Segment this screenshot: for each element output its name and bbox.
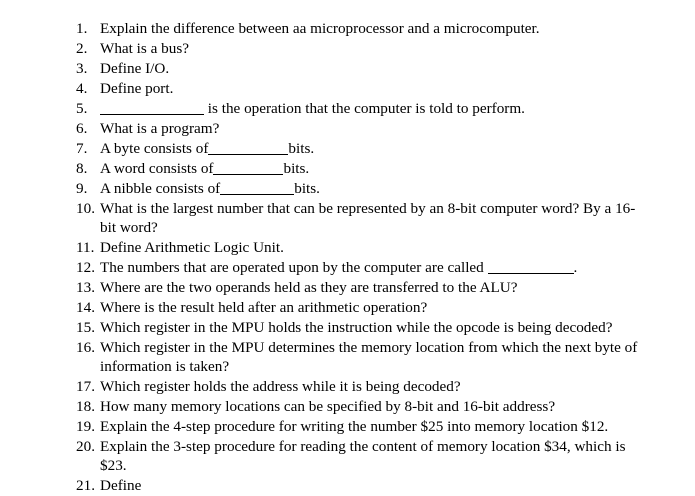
question-text: Explain the 4-step procedure for writing the number $25 into memory location $12. xyxy=(100,418,609,435)
answer-blank[interactable] xyxy=(213,160,283,175)
question-text: Define xyxy=(100,477,142,494)
question-text: Where are the two operands held as they are transferred to the ALU? xyxy=(100,279,518,296)
question-number: 15. xyxy=(76,319,95,336)
answer-blank[interactable] xyxy=(488,259,574,274)
question-number: 17. xyxy=(76,378,95,395)
question-text: Where is the result held after an arithmetic operation? xyxy=(100,299,428,316)
question-text: Define port. xyxy=(100,80,174,97)
question-text-before: A word consists of xyxy=(100,160,214,177)
question-text: Explain the difference between aa microprocessor and a microcomputer. xyxy=(100,20,540,37)
question-number: 6. xyxy=(76,120,88,137)
question-number: 11. xyxy=(76,239,95,256)
question-text: What is a program? xyxy=(100,120,220,137)
question-number: 9. xyxy=(76,180,88,197)
question-text-fill-in xyxy=(100,159,309,179)
question-number: 20. xyxy=(76,438,95,455)
question-text: Which register holds the address while it is being decoded? xyxy=(100,378,461,395)
question-number: 1. xyxy=(76,20,88,37)
question-text-after: is the operation that the computer is told to perform. xyxy=(207,100,525,117)
answer-blank[interactable] xyxy=(100,100,204,115)
question-text-fill-in xyxy=(100,179,320,199)
question-text-continued: information is taken? xyxy=(100,358,230,375)
question-text-after: bits. xyxy=(288,140,315,157)
question-text-after: bits. xyxy=(283,160,310,177)
question-number: 19. xyxy=(76,418,95,435)
question-text-after: bits. xyxy=(294,180,320,197)
answer-blank[interactable] xyxy=(208,140,288,155)
question-text-before: A byte consists of xyxy=(100,140,209,157)
question-text-before: A nibble consists of xyxy=(100,180,221,197)
question-number: 7. xyxy=(76,140,88,157)
question-text-fill-in xyxy=(100,258,577,278)
question-text-fill-in xyxy=(100,99,525,119)
question-text: What is the largest number that can be represented by an 8-bit computer word? By a 16- xyxy=(100,200,636,217)
question-number: 4. xyxy=(76,80,88,97)
question-number: 14. xyxy=(76,299,95,316)
question-text-after: . xyxy=(573,259,578,276)
answer-blank[interactable] xyxy=(220,180,294,195)
question-number: 12. xyxy=(76,259,95,276)
question-number: 21. xyxy=(76,477,95,494)
question-text-continued: $23. xyxy=(100,457,127,474)
question-text: Which register in the MPU holds the instruction while the opcode is being decoded? xyxy=(100,319,613,336)
question-text: What is a bus? xyxy=(100,40,189,57)
question-21-cut-off xyxy=(76,476,276,494)
question-text: Explain the 3-step procedure for reading the content of memory location $34, which is xyxy=(100,438,626,455)
question-number: 5. xyxy=(76,100,88,117)
question-number: 2. xyxy=(76,40,88,57)
question-text: Define I/O. xyxy=(100,60,170,77)
question-text-fill-in xyxy=(100,139,314,159)
question-number: 8. xyxy=(76,160,88,177)
question-text-continued: bit word? xyxy=(100,219,158,236)
question-number: 16. xyxy=(76,339,95,356)
question-number: 3. xyxy=(76,60,88,77)
question-text-before: The numbers that are operated upon by the computer are called xyxy=(100,259,484,276)
question-text: Define Arithmetic Logic Unit. xyxy=(100,239,284,256)
question-number: 13. xyxy=(76,279,95,296)
question-text: How many memory locations can be specified by 8-bit and 16-bit address? xyxy=(100,398,556,415)
question-number: 18. xyxy=(76,398,95,415)
question-text: Which register in the MPU determines the memory location from which the next byte of xyxy=(100,339,638,356)
question-number: 10. xyxy=(76,200,95,217)
